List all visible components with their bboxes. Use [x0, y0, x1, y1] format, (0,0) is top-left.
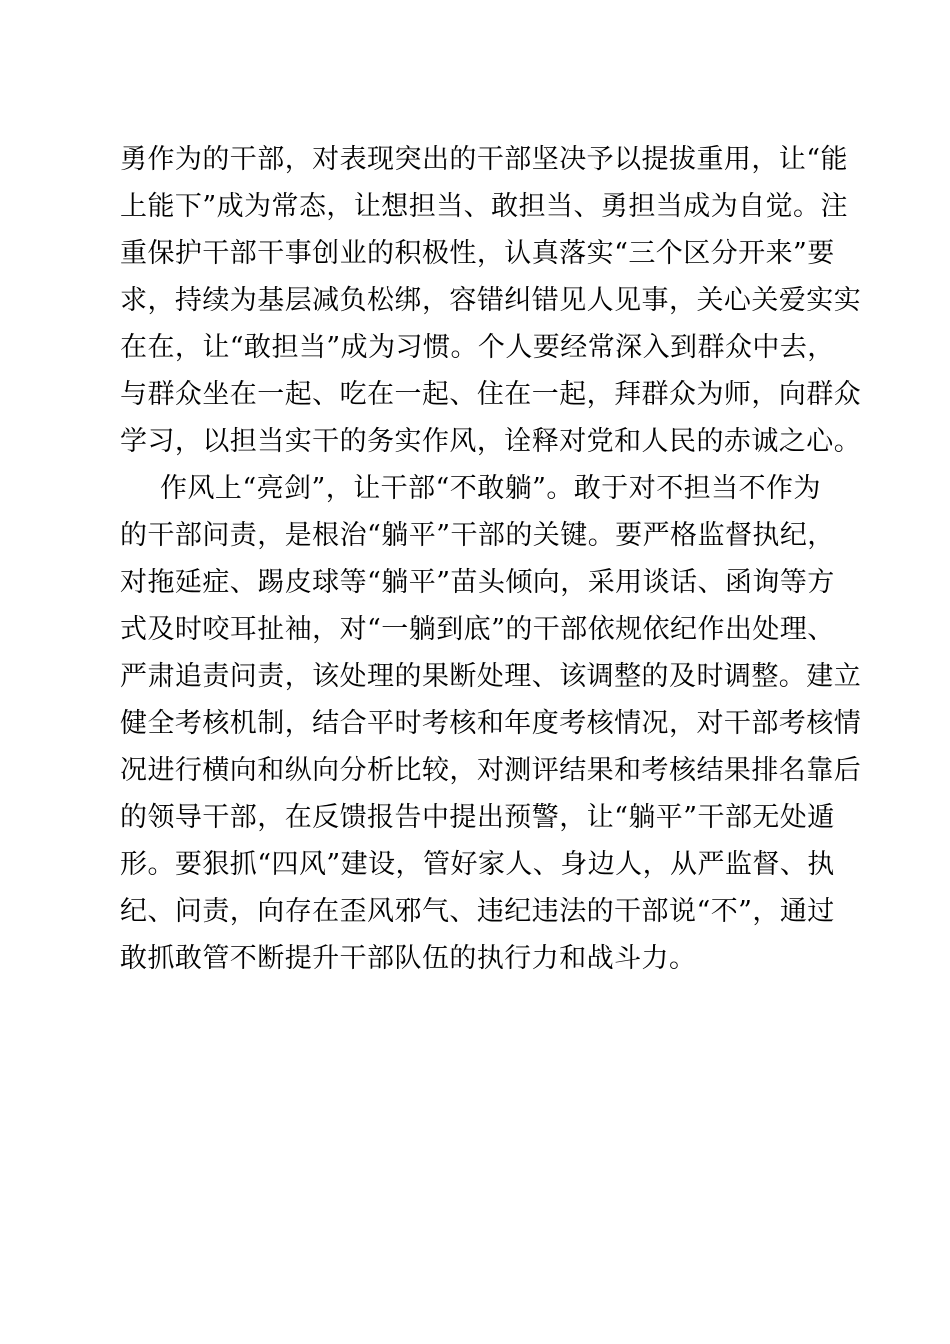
text-line: 上能下”成为常态，让想担当、敢担当、勇担当成为自觉。注 — [120, 191, 848, 222]
text-line: 况进行横向和纵向分析比较，对测评结果和考核结果排名靠后 — [120, 755, 862, 786]
text-line: 重保护干部干事创业的积极性，认真落实“三个区分开来”要 — [120, 238, 835, 269]
text-line: 严肃追责问责，该处理的果断处理、该调整的及时调整。建立 — [120, 661, 862, 692]
text-line: 敢抓敢管不断提升干部队伍的执行力和战斗力。 — [120, 943, 697, 974]
text-line: 的领导干部，在反馈报告中提出预警，让“躺平”干部无处遁 — [120, 802, 835, 833]
text-line: 的干部问责，是根治“躺平”干部的关键。要严格监督执纪， — [120, 520, 835, 551]
text-line: 求，持续为基层减负松绑，容错纠错见人见事，关心关爱实实 — [120, 285, 862, 316]
text-line: 勇作为的干部，对表现突出的干部坚决予以提拔重用，让“能 — [120, 144, 848, 175]
text-line: 健全考核机制，结合平时考核和年度考核情况，对干部考核情 — [120, 708, 862, 739]
text-line: 学习，以担当实干的务实作风，诠释对党和人民的赤诚之心。 — [120, 426, 862, 457]
text-line: 在在，让“敢担当”成为习惯。个人要经常深入到群众中去， — [120, 332, 835, 363]
text-line: 纪、问责，向存在歪风邪气、违纪违法的干部说“不”，通过 — [120, 896, 835, 927]
text-line: 形。要狠抓“四风”建设，管好家人、身边人，从严监督、执 — [120, 849, 835, 880]
text-line: 与群众坐在一起、吃在一起、住在一起，拜群众为师，向群众 — [120, 379, 862, 410]
paragraph-first-line: 作风上“亮剑”，让干部“不敢躺”。敢于对不担当不作为 — [160, 473, 821, 504]
text-line: 式及时咬耳扯袖，对“一躺到底”的干部依规依纪作出处理、 — [120, 614, 835, 645]
text-line: 对拖延症、踢皮球等“躺平”苗头倾向，采用谈话、函询等方 — [120, 567, 835, 598]
